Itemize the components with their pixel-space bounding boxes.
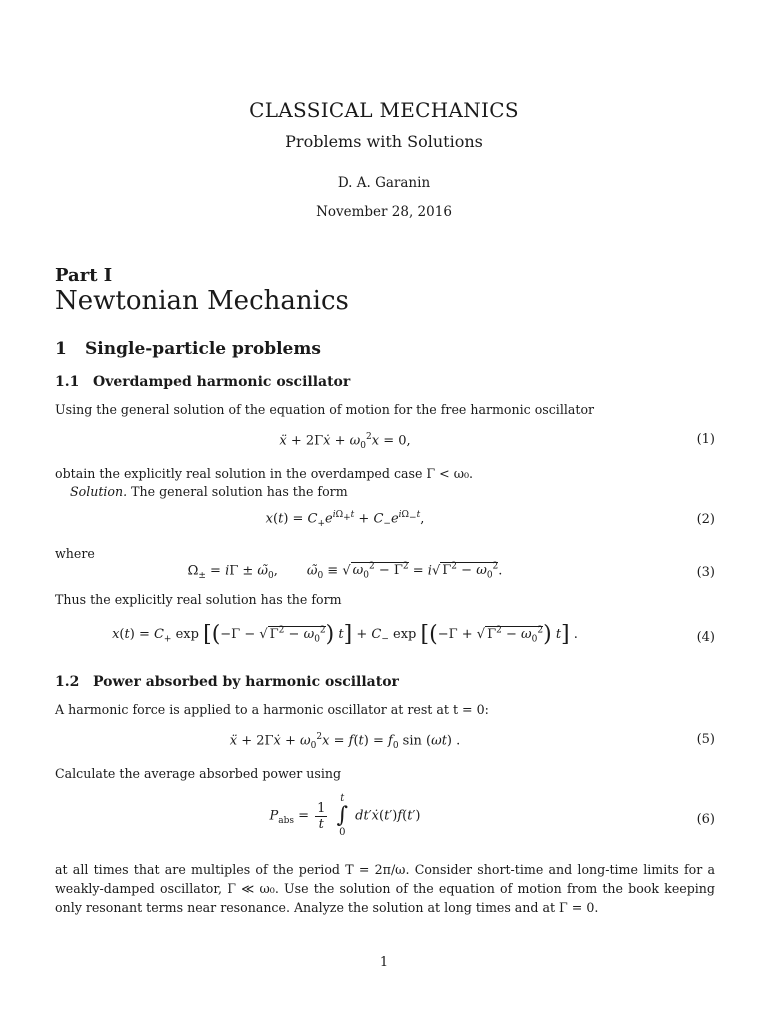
subsection-heading-1-1 (55, 374, 350, 390)
subsection-title: Power absorbed by harmonic oscillator (93, 674, 399, 690)
solution-label: Solution. (70, 484, 128, 499)
equation-3: $\Omega_\pm = i\Gamma$ ± $\omegã_0$, $\omegã_0$ ≡ √ $\omega_0^2 - \Gamma^2 = i√$ $\Gamma^2 - \omega_0^2$. (187, 562, 503, 581)
equation-1: ẍ + 2Γẋ + $\omega_0^2x = 0$, (279, 432, 411, 451)
solution-text: The general solution has the form (127, 484, 348, 499)
subsection-number: 1.2 (55, 674, 80, 690)
equation-4: $x(t) = C_+$ exp [(−Γ − √ $\Gamma^2 - \omega_0^2$) $t] + C_-$ exp [(−Γ + √ $\Gamma^2 - \omega_0^2$) t] . (112, 622, 578, 647)
part-label: Part I (55, 265, 113, 286)
equation-2: $x(t) = C_+e^{i\Omega_+t} + C_-e^{i\Omega_-t}$, (265, 510, 425, 529)
subsection-heading-1-2 (55, 674, 399, 690)
equation-6: $P_{abs}$ = $\frac{1}{t}$ t ∫ 0 dt′ẋ(t′)f(t′) (269, 793, 421, 838)
subsection-number: 1.1 (55, 374, 80, 390)
part-title: Newtonian Mechanics (55, 286, 349, 316)
section-title: Single-particle problems (85, 339, 321, 359)
paragraph-thus: Thus the explicitly real solution has the form (55, 592, 342, 607)
paragraph-harmonic-force: A harmonic force is applied to a harmonic oscillator at rest at t = 0: (55, 702, 489, 717)
paragraph-intro: Using the general solution of the equation of motion for the free harmonic oscillator (55, 402, 595, 417)
equation-5: ẍ + 2Γẋ + $\omega_0^2x = f(t) = f_0$ sin (ωt) . (229, 732, 461, 751)
paragraph-calculate: Calculate the average absorbed power using (55, 766, 342, 781)
paragraph-overdamped: obtain the explicitly real solution in the overdamped case Γ < ω₀. (55, 466, 474, 481)
paragraph-closing: at all times that are multiples of the period T = 2π/ω. Consider short-time and long-time limits for a weakly-damped oscillator, Γ ≪ ω₀. Use the solution of the equation of motion from the book keeping only resonant terms near resonance. Analyze the solution at long times and at Γ = 0. (55, 862, 715, 915)
equation-number-3: (3) (696, 565, 715, 580)
document-subtitle: Problems with Solutions (285, 132, 483, 151)
equation-number-6: (6) (696, 812, 715, 827)
subsection-title: Overdamped harmonic oscillator (93, 374, 351, 390)
document-title: CLASSICAL MECHANICS (249, 98, 519, 122)
date: November 28, 2016 (316, 204, 452, 220)
page-number: 1 (379, 955, 389, 970)
equation-number-2: (2) (696, 512, 715, 527)
author: D. A. Garanin (337, 175, 431, 191)
equation-number-4: (4) (696, 630, 715, 645)
equation-number-1: (1) (696, 432, 715, 447)
equation-number-5: (5) (696, 732, 715, 747)
section-number: 1 (55, 339, 67, 359)
paragraph-where: where (55, 546, 95, 561)
section-heading (55, 339, 321, 359)
paragraph-solution (70, 482, 715, 501)
